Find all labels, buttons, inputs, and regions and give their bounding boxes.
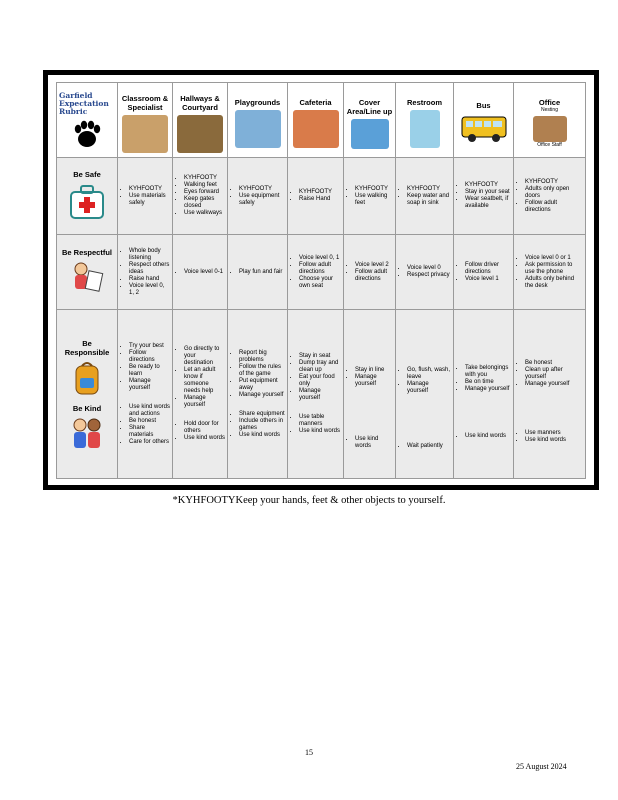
expectation-list [346, 186, 393, 207]
expectation-item: • Try your best [129, 343, 170, 350]
brand-title [59, 92, 115, 116]
friends-icon [67, 416, 107, 456]
cell-respectful-hallways [173, 235, 228, 310]
cell-respectful-classroom [118, 235, 173, 310]
expectation-item: • Care for others [129, 439, 170, 446]
cell-respectful-cover-area [344, 235, 396, 310]
cafeteria-picture-icon [293, 110, 339, 148]
header-row [57, 83, 586, 158]
expectation-item: • Voice level 0, 1, 2 [129, 283, 170, 297]
expectation-item: • Play fun and fair [239, 269, 285, 276]
kind-list [230, 411, 285, 439]
expectation-item: • Raise Hand [299, 196, 341, 203]
expectation-item: • Follow adult directions [355, 269, 393, 283]
row-be-respectful [57, 235, 586, 310]
expectation-item: • Use walking feet [355, 193, 393, 207]
expectation-item: • Choose your own seat [299, 276, 341, 290]
responsible-list [120, 343, 170, 392]
expectation-item: • Wait patiently [407, 443, 451, 450]
expectation-item: • Manage yourself [239, 392, 285, 399]
kind-list [398, 443, 451, 450]
responsible-list [290, 353, 341, 402]
column-header-bus [454, 83, 514, 158]
column-header-classroom [118, 83, 173, 158]
responsible-list [398, 367, 451, 395]
expectation-item: • Manage yourself [465, 386, 511, 393]
expectation-item: • Use kind words [465, 433, 511, 440]
expectation-list [290, 189, 341, 203]
expectation-list [346, 262, 393, 283]
responsible-list [346, 367, 393, 388]
column-header-cover-area [344, 83, 396, 158]
expectation-item: • Wear seatbelt, if available [465, 196, 511, 210]
expectation-item: • Whole body listening [129, 248, 170, 262]
expectation-item: • Voice level 1 [465, 276, 511, 283]
expectation-list [290, 255, 341, 290]
cell-safe-office [514, 158, 586, 235]
expectation-item: • Ask permission to use the phone [525, 262, 583, 276]
expectation-item: • Manage yourself [129, 378, 170, 392]
column-title: Office [538, 98, 561, 107]
expectation-item: • Hold door for others [184, 421, 225, 435]
expectation-item: • Adults only behind the desk [525, 276, 583, 290]
row-label-be-safe [57, 158, 118, 235]
expectation-item: • Manage yourself [299, 388, 341, 402]
expectation-item: • Be honest [129, 418, 170, 425]
column-title: Classroom & Specialist [121, 93, 169, 112]
column-title: Cover Area/Line up [346, 97, 393, 116]
office-sub-top: Nesting [541, 107, 558, 113]
kind-list [290, 414, 341, 435]
row-label-be-kind: Be Kind [72, 403, 102, 413]
expectation-item: • Respect others ideas [129, 262, 170, 276]
expectation-list [120, 248, 170, 297]
column-title: Restroom [406, 98, 442, 107]
office-sub-bottom: Office Staff [537, 142, 562, 148]
expectation-item: • Use kind words [299, 428, 341, 435]
row-label-be-respectful [57, 235, 118, 310]
kind-list [175, 421, 225, 442]
expectation-item: • Be on time [465, 379, 511, 386]
bus-icon [460, 113, 508, 145]
cell-responsible-kind-office [514, 310, 586, 479]
cell-safe-classroom [118, 158, 173, 235]
expectation-item: • Go directly to your destination [184, 346, 225, 367]
expectation-item: • Follow adult directions [299, 262, 341, 276]
expectation-item: • Take belongings with you [465, 365, 511, 379]
cell-respectful-office [514, 235, 586, 310]
backpack-icon [69, 360, 105, 396]
expectation-item: • Voice level 0 [407, 265, 451, 272]
responsible-list [230, 350, 285, 399]
cell-responsible-kind-restroom [396, 310, 454, 479]
expectation-item: • Stay in seat [299, 353, 341, 360]
expectation-item: • Use kind words [355, 436, 393, 450]
expectation-item: • Use kind words and actions [129, 404, 170, 418]
cell-responsible-kind-bus [454, 310, 514, 479]
line-up-picture-icon [351, 119, 389, 149]
cell-respectful-playgrounds [228, 235, 288, 310]
cell-responsible-kind-hallways [173, 310, 228, 479]
expectation-item: • KYHFOOTY [184, 175, 225, 182]
expectation-item: • Report big problems [239, 350, 285, 364]
expectation-item: • Follow the rules of the game [239, 364, 285, 378]
cell-safe-hallways [173, 158, 228, 235]
column-header-hallways [173, 83, 228, 158]
expectation-item: • Dump tray and clean up [299, 360, 341, 374]
expectation-list [175, 175, 225, 217]
expectation-item: • Use manners [525, 430, 583, 437]
row-label-be-responsible-and-kind [57, 310, 118, 479]
expectation-item: • Use materials safely [129, 193, 170, 207]
expectation-item: • Stay in your seat [465, 189, 511, 196]
column-title: Cafeteria [299, 98, 332, 107]
brand-line-3: Rubric [59, 107, 88, 116]
cell-respectful-restroom [396, 235, 454, 310]
column-header-cafeteria [288, 83, 344, 158]
brand-line-1: Garfield [59, 91, 93, 100]
expectation-item: • Share equipment [239, 411, 285, 418]
expectation-item: • Manage yourself [525, 381, 583, 388]
expectation-item: • Use walkways [184, 210, 225, 217]
responsible-list [456, 365, 511, 393]
cell-safe-cover-area [344, 158, 396, 235]
expectation-list [175, 269, 225, 276]
expectation-item: • Respect privacy [407, 272, 451, 279]
expectation-item: • Eyes forward [184, 189, 225, 196]
expectation-item: • Let an adult know if someone needs help [184, 367, 225, 395]
cell-respectful-cafeteria [288, 235, 344, 310]
expectation-matrix [56, 82, 586, 479]
expectation-item: • KYHFOOTY [129, 186, 170, 193]
cell-respectful-bus [454, 235, 514, 310]
page-number: 15 [305, 748, 313, 757]
kind-list [456, 433, 511, 440]
paw-icon [72, 120, 102, 148]
expectation-list [230, 186, 285, 207]
expectation-item: • Voice level 2 [355, 262, 393, 269]
kind-list [120, 404, 170, 446]
student-with-paper-icon [69, 260, 105, 296]
column-header-playgrounds [228, 83, 288, 158]
row-be-responsible-and-kind [57, 310, 586, 479]
cell-safe-cafeteria [288, 158, 344, 235]
row-label-text: Be Safe [73, 170, 101, 179]
column-title: Bus [476, 101, 491, 110]
column-title: Hallways & Courtyard [180, 93, 220, 112]
expectation-item: • Use kind words [184, 435, 225, 442]
kind-list [346, 436, 393, 450]
expectation-item: • Put equipment away [239, 378, 285, 392]
classroom-picture-icon [122, 115, 168, 153]
expectation-list [456, 262, 511, 283]
expectation-list [120, 186, 170, 207]
restroom-picture-icon [410, 110, 440, 148]
expectation-item: • KYHFOOTY [525, 179, 583, 186]
expectation-item: • Manage yourself [184, 395, 225, 409]
expectation-item: • Voice level 0, 1 [299, 255, 341, 262]
kind-list [516, 430, 583, 444]
row-label-text: Be Respectful [61, 248, 112, 257]
expectation-item: • Keep gates closed [184, 196, 225, 210]
expectation-item: • KYHFOOTY [355, 186, 393, 193]
expectation-item: • Use kind words [525, 437, 583, 444]
expectation-list [230, 269, 285, 276]
cell-responsible-kind-cafeteria [288, 310, 344, 479]
footnote: *KYHFOOTYKeep your hands, feet & other objects to yourself. [172, 495, 446, 506]
column-header-office [514, 83, 586, 158]
responsible-list [516, 360, 583, 388]
column-title: Playgrounds [234, 98, 281, 107]
expectation-item: • Keep water and soap in sink [407, 193, 451, 207]
brand-line-2: Expectation [59, 99, 109, 108]
brand-cell [57, 83, 118, 158]
cell-responsible-kind-cover-area [344, 310, 396, 479]
expectation-item: • Use kind words [239, 432, 285, 439]
expectation-item: • Eat your food only [299, 374, 341, 388]
date: 25 August 2024 [516, 762, 567, 771]
expectation-item: • KYHFOOTY [407, 186, 451, 193]
expectation-item: • KYHFOOTY [465, 182, 511, 189]
expectation-item: • Clean up after yourself [525, 367, 583, 381]
first-aid-kit-icon [68, 182, 106, 222]
expectation-item: • Share materials [129, 425, 170, 439]
expectation-item: • Manage yourself [355, 374, 393, 388]
expectation-item: • KYHFOOTY [299, 189, 341, 196]
expectation-item: • Be honest [525, 360, 583, 367]
expectation-item: • Follow driver directions [465, 262, 511, 276]
expectation-item: • Walking feet [184, 182, 225, 189]
expectation-item: • Raise hand [129, 276, 170, 283]
expectation-item: • Adults only open doors [525, 186, 583, 200]
row-label-be-responsible: Be Responsible [64, 338, 110, 357]
playground-picture-icon [235, 110, 281, 148]
office-staff-picture-icon [533, 116, 567, 142]
cell-safe-bus [454, 158, 514, 235]
expectation-item: • Follow directions [129, 350, 170, 364]
expectation-list [398, 186, 451, 207]
expectation-list [398, 265, 451, 279]
cell-responsible-kind-classroom [118, 310, 173, 479]
cell-safe-restroom [396, 158, 454, 235]
expectation-item: • Voice level 0 or 1 [525, 255, 583, 262]
cell-responsible-kind-playgrounds [228, 310, 288, 479]
expectation-item: • Be ready to learn [129, 364, 170, 378]
cell-safe-playgrounds [228, 158, 288, 235]
column-header-restroom [396, 83, 454, 158]
row-be-safe [57, 158, 586, 235]
expectation-item: • Manage yourself [407, 381, 451, 395]
responsible-list [175, 346, 225, 409]
expectation-list [516, 179, 583, 214]
expectation-item: • Follow adult directions [525, 200, 583, 214]
expectation-item: • Include others in games [239, 418, 285, 432]
expectation-item: • KYHFOOTY [239, 186, 285, 193]
expectation-list [456, 182, 511, 210]
expectation-item: • Stay in line [355, 367, 393, 374]
expectation-item: • Voice level 0-1 [184, 269, 225, 276]
expectation-list [516, 255, 583, 290]
expectation-item: • Use table manners [299, 414, 341, 428]
expectation-item: • Use equipment safely [239, 193, 285, 207]
expectation-item: • Go, flush, wash, leave [407, 367, 451, 381]
hallway-picture-icon [177, 115, 223, 153]
